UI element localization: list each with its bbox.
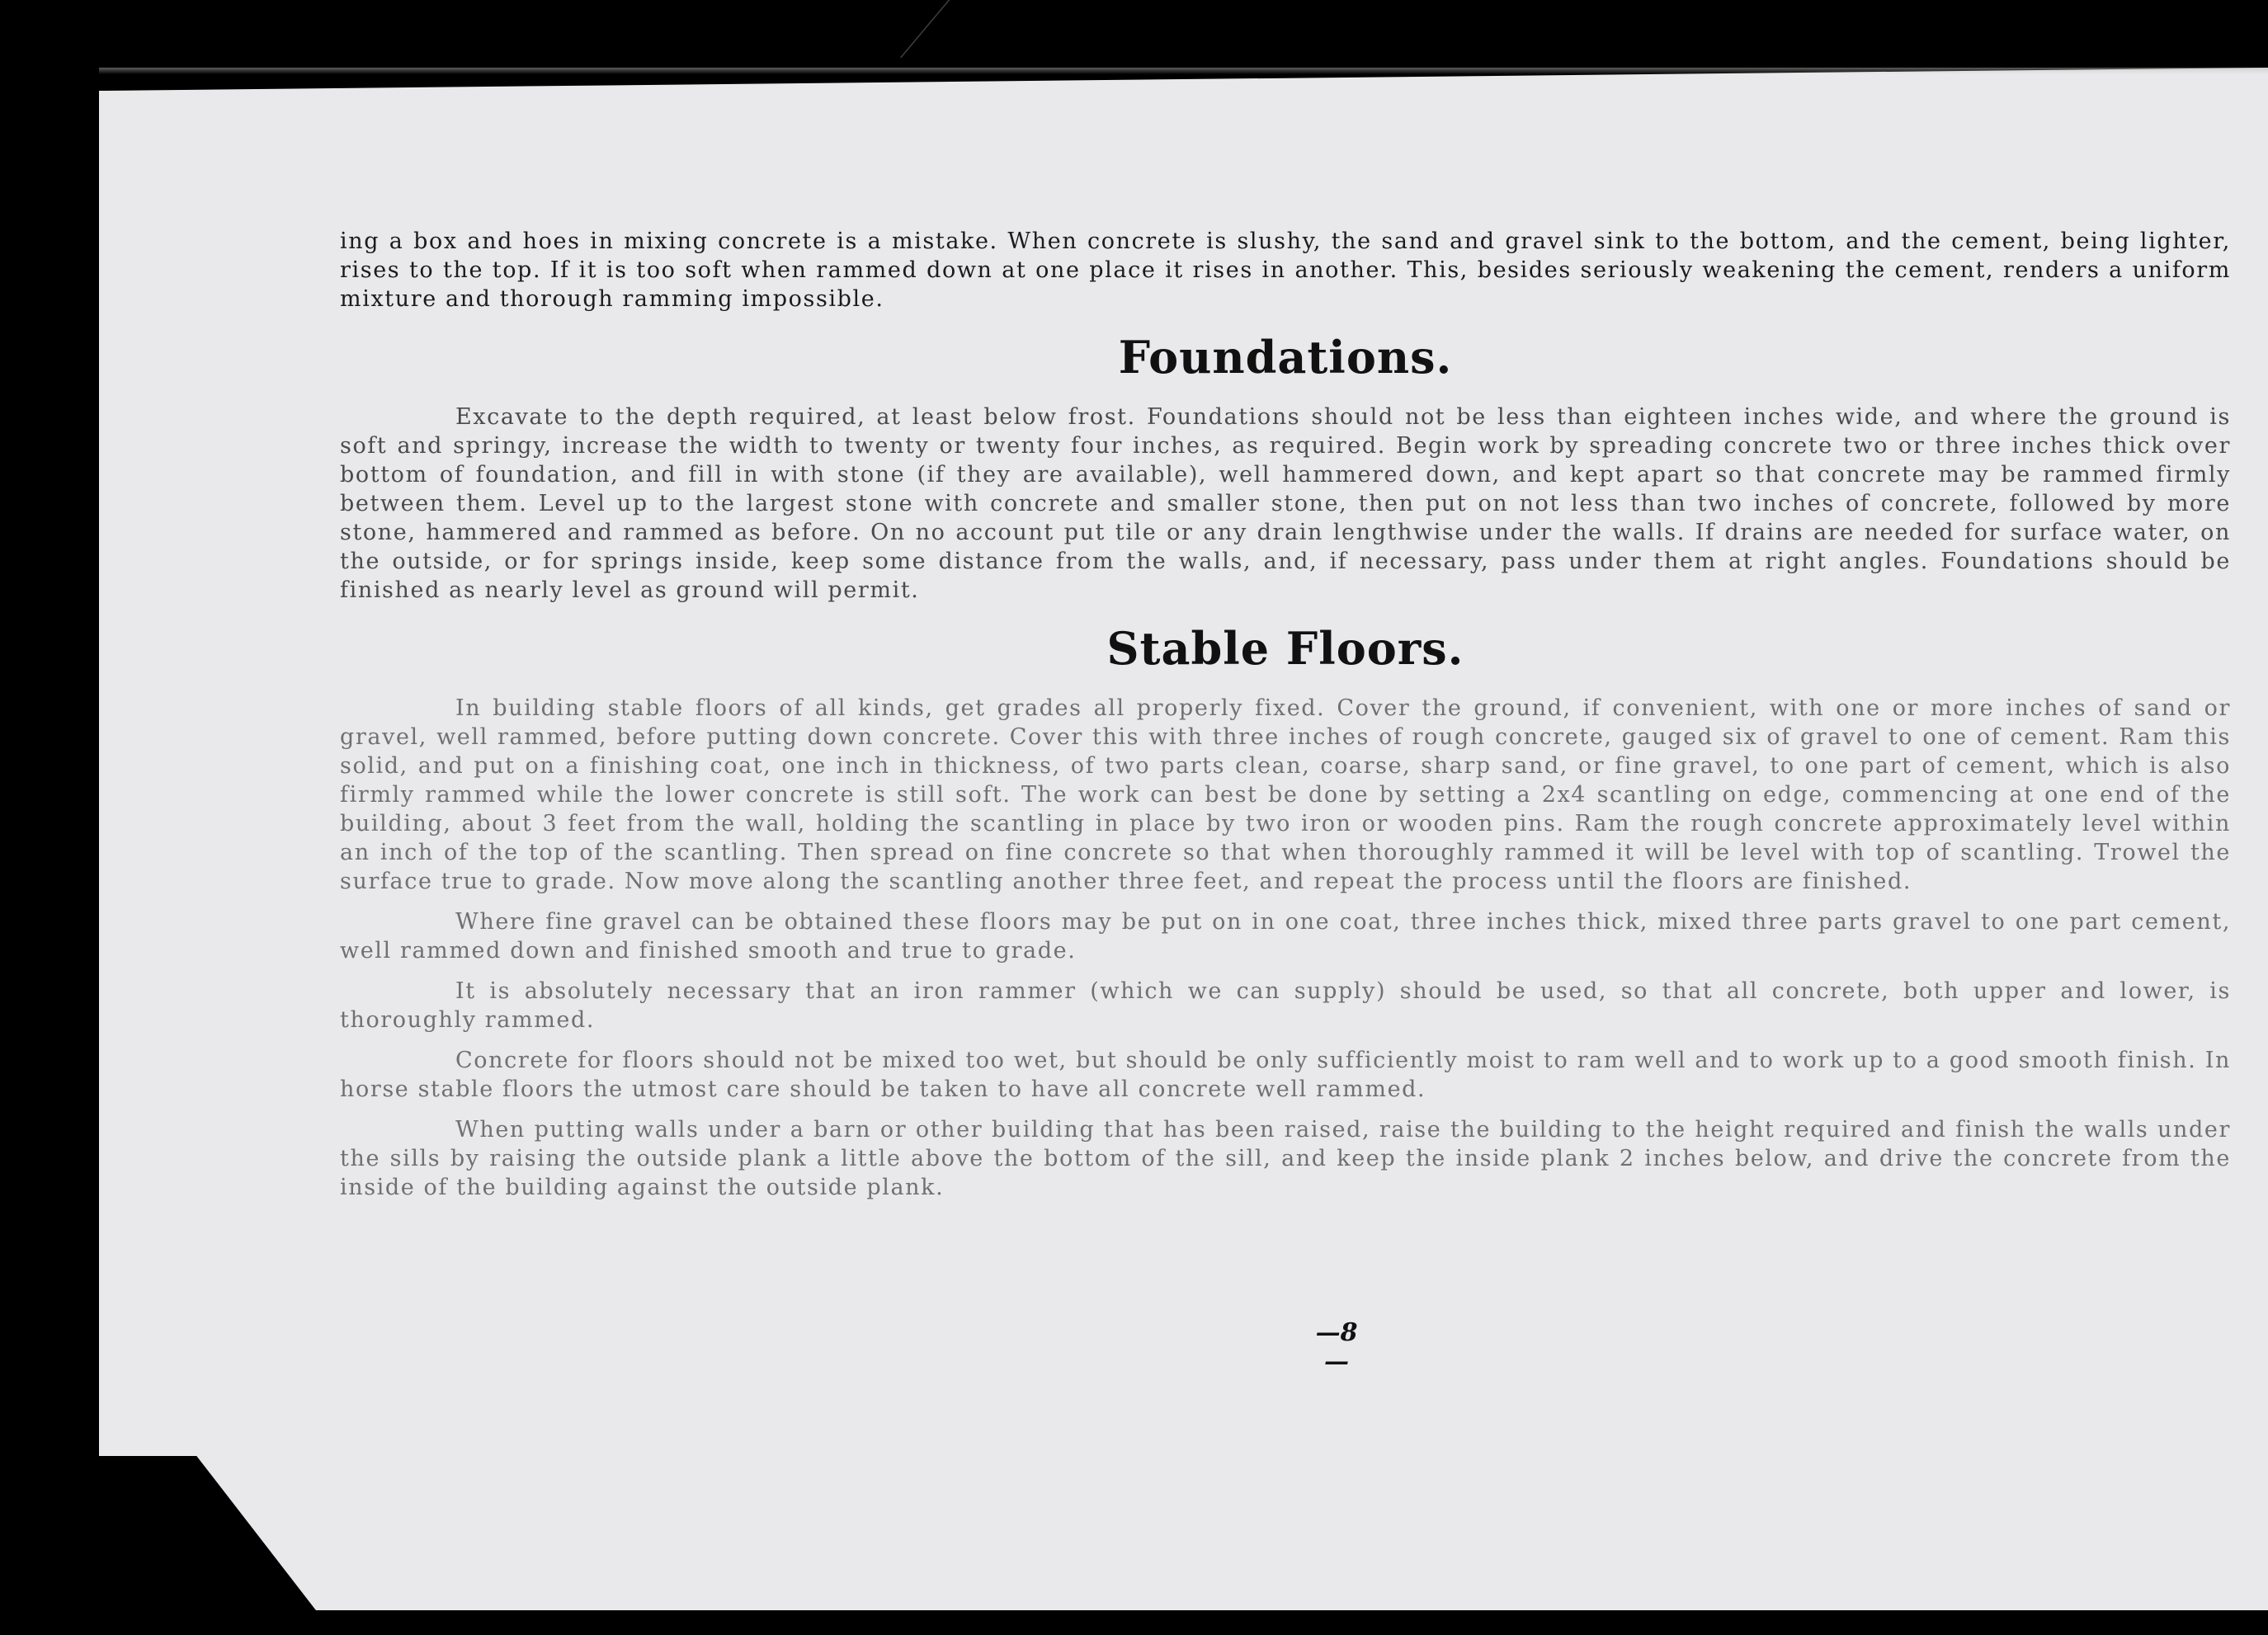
- stable-floors-paragraph-1: In building stable floors of all kinds, get grades all properly fixed. Cover the ground, if convenient, with one or more inches of sand or gravel, well rammed, before putting down concrete. Cover this with three inches of rough concrete, gauged six of gravel to one of cement. Ram this solid, and put on a finishing coat, one inch in thickness, of two parts clean, coarse, sharp sand, or fine gravel, to one part of cement, which is also firmly rammed while the lower concrete is still soft. The work can best be done by setting a 2x4 scantling on edge, commencing at one end of the building, about 3 feet from the wall, holding the scantling in place by two iron or wooden pins. Ram the rough concrete approximately level within an inch of the top of the scantling. Then spread on fine concrete so that when thoroughly rammed it will be level with top of scantling. Trowel the surface true to grade. Now move along the scantling another three feet, and repeat the process until the floors are finished.: [340, 695, 2231, 894]
- stable-floors-paragraph-3: It is absolutely necessary that an iron rammer (which we can supply) should be used, so that all concrete, both upper and lower, is thoroughly rammed.: [340, 978, 2231, 1033]
- intro-paragraph: ing a box and hoes in mixing concrete is a mistake. When concrete is slushy, the sand and gravel sink to the bottom, and the cement, being lighter, rises to the top. If it is too soft when rammed down at one place it rises in another. This, besides seriously weakening the cement, renders a uniform mixture and thorough ramming impossible.: [340, 229, 2231, 312]
- page-edge-shadow: [99, 68, 2268, 74]
- page-content: [340, 227, 2231, 1213]
- foundations-heading: Foundations.: [1118, 331, 1453, 384]
- stable-floors-paragraph-5: When putting walls under a barn or other building that has been raised, raise the building to the height required and finish the walls under the sills by raising the outside plank a little above the bottom of the sill, and keep the inside plank 2 inches below, and drive the concrete from the inside of the building against the outside plank.: [340, 1117, 2231, 1200]
- scan-artifact-line: [900, 0, 1000, 58]
- stable-floors-paragraph-2: Where fine gravel can be obtained these floors may be put on in one coat, three inches thick, mixed three parts gravel to one part cement, well rammed down and finished smooth and true to grade.: [340, 909, 2231, 964]
- stable-floors-paragraph-4: Concrete for floors should not be mixed too wet, but should be only sufficiently moist to ram well and to work up to a good smooth finish. In horse stable floors the utmost care should be taken to have all concrete well rammed.: [340, 1048, 2231, 1102]
- page-number: —8—: [1315, 1318, 1358, 1376]
- stable-floors-heading: Stable Floors.: [1106, 622, 1464, 675]
- foundations-paragraph: Excavate to the depth required, at least below frost. Foundations should not be less than eighteen inches wide, and where the ground is soft and springy, increase the width to twenty or twenty four inches, as required. Begin work by spreading concrete two or three inches thick over bottom of foundation, and fill in with stone (if they are available), well hammered down, and kept apart so that concrete may be rammed firmly between them. Level up to the largest stone with concrete and smaller stone, then put on not less than two inches of concrete, followed by more stone, hammered and rammed as before. On no account put tile or any drain lengthwise under the walls. If drains are needed for surface water, on the outside, or for springs inside, keep some distance from the walls, and, if necessary, pass under them at right angles. Foundations should be finished as nearly level as ground will permit.: [340, 404, 2231, 603]
